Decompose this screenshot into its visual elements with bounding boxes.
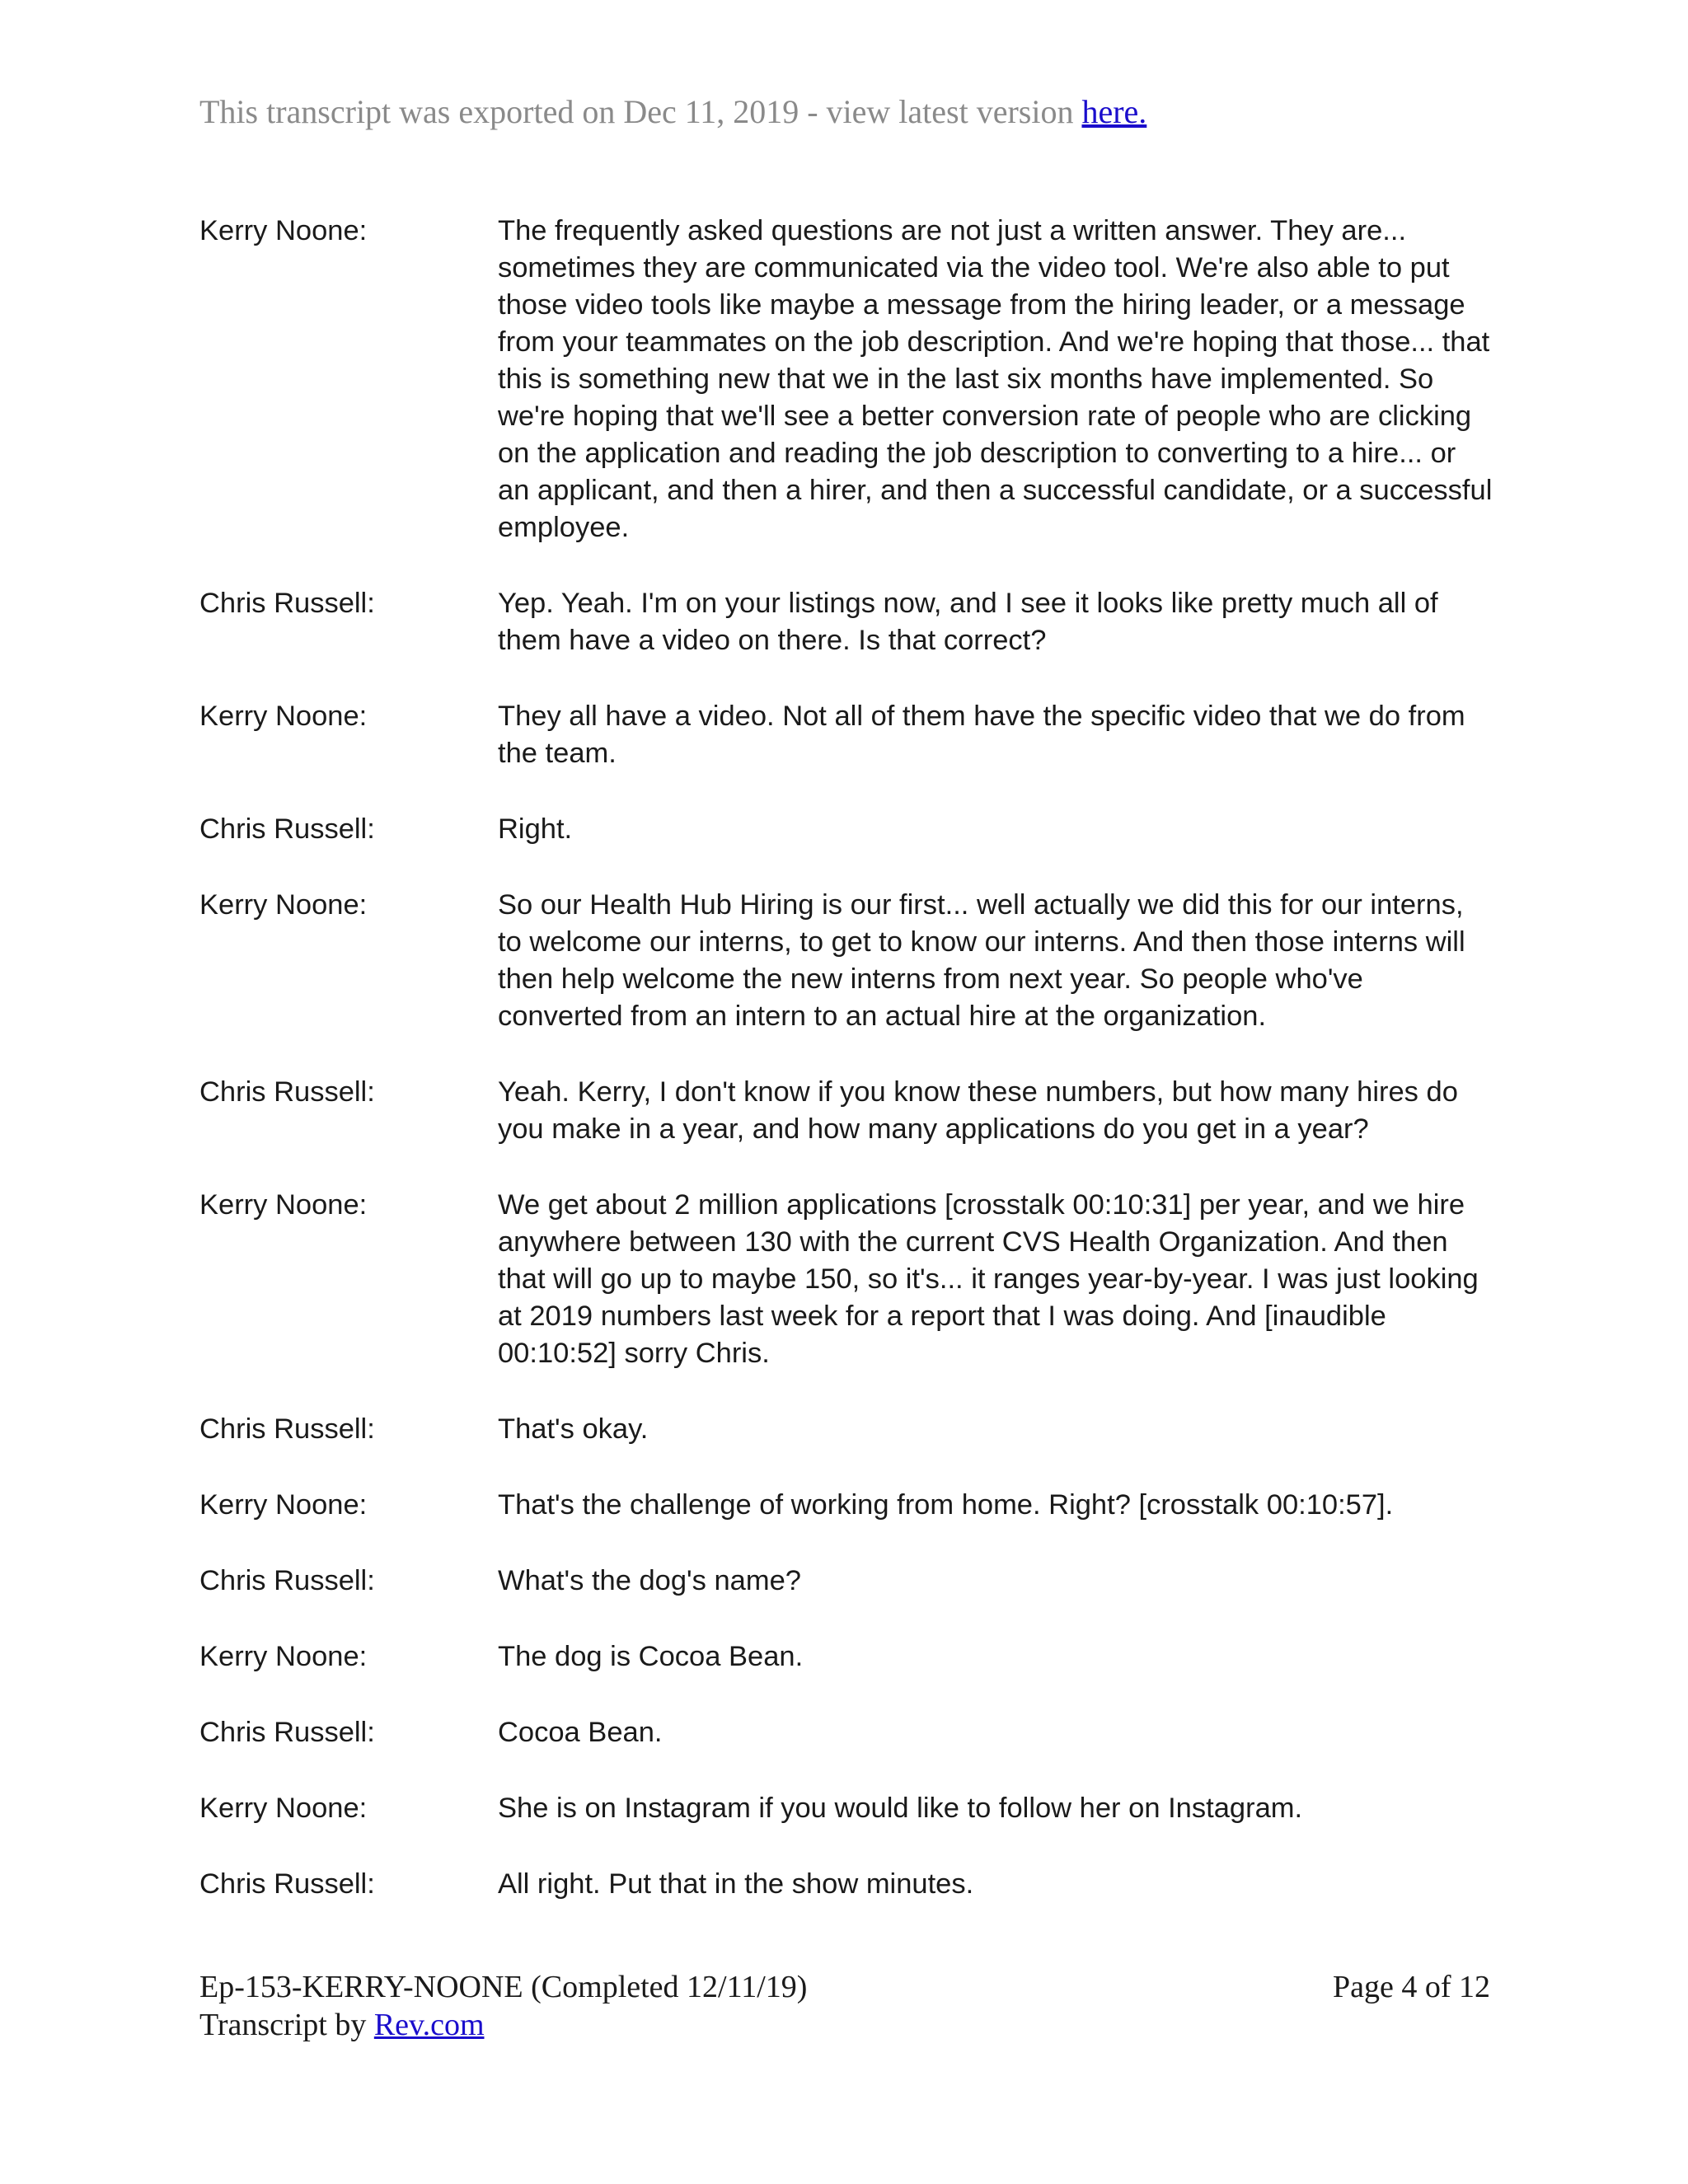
speaker-name: Kerry Noone:: [199, 701, 368, 732]
speaker-name: Chris Russell:: [199, 1717, 375, 1748]
transcript-entry: [199, 1487, 1493, 1524]
transcript-body: [199, 213, 1493, 1942]
export-notice: [199, 92, 1146, 131]
utterance-text: Right.: [498, 813, 573, 845]
document-title: Ep-153-KERRY-NOONE (Completed 12/11/19): [199, 1970, 808, 2004]
transcript-entry: [199, 213, 1493, 546]
utterance-text: They all have a video. Not all of them have the specific video that we do from the team.: [498, 701, 1465, 769]
speaker-name: Kerry Noone:: [199, 889, 368, 921]
speaker-name: Chris Russell:: [199, 1565, 375, 1596]
transcript-entry: [199, 585, 1493, 659]
transcript-entry: [199, 1638, 1493, 1675]
utterance-text: Yep. Yeah. I'm on your listings now, and I see it looks like pretty much all of them have a video on there. Is that correct?: [498, 588, 1438, 656]
utterance-text: The frequently asked questions are not just a written answer. They are... sometimes they are communicated via the video tool. We're also able to put those video tools like maybe a message from the hiring leader, or a message from your teammates on the job description. And we're hoping that those... that this is something new that we in the last six months have implemented. So we're hoping that we'll see a better conversion rate of people who are clicking on the application and reading the job description to converting to a hire... or an applicant, and then a hirer, and then a successful candidate, or a successful employee.: [498, 215, 1493, 543]
export-notice-text: This transcript was exported on Dec 11, 2019 - view latest version: [199, 93, 1074, 130]
speaker-name: Kerry Noone:: [199, 1641, 368, 1672]
transcript-entry: [199, 1411, 1493, 1448]
utterance-text: So our Health Hub Hiring is our first... well actually we did this for our interns, to welcome our interns, to get to know our interns. And then those interns will then help welcome the new interns from next year. So people who've converted from an intern to an actual hire at the organization.: [498, 889, 1465, 1032]
speaker-name: Chris Russell:: [199, 813, 375, 845]
speaker-name: Kerry Noone:: [199, 1489, 368, 1521]
page-footer: [199, 1968, 1490, 2044]
transcript-credit: Transcript by: [199, 2008, 367, 2042]
utterance-text: Cocoa Bean.: [498, 1717, 663, 1748]
speaker-name: Chris Russell:: [199, 1868, 375, 1900]
utterance-text: The dog is Cocoa Bean.: [498, 1641, 804, 1672]
transcript-entry: [199, 1866, 1493, 1903]
transcript-entry: [199, 1714, 1493, 1751]
utterance-text: That's okay.: [498, 1413, 649, 1445]
latest-version-link[interactable]: here.: [1081, 93, 1147, 130]
transcript-entry: [199, 1790, 1493, 1827]
transcript-entry: [199, 698, 1493, 772]
utterance-text: That's the challenge of working from home. Right? [crosstalk 00:10:57].: [498, 1489, 1394, 1521]
transcript-entry: [199, 887, 1493, 1035]
transcript-entry: [199, 1187, 1493, 1372]
transcript-entry: [199, 1563, 1493, 1600]
speaker-name: Kerry Noone:: [199, 1793, 368, 1824]
speaker-name: Kerry Noone:: [199, 215, 368, 246]
utterance-text: All right. Put that in the show minutes.: [498, 1868, 974, 1900]
speaker-name: Kerry Noone:: [199, 1189, 368, 1221]
utterance-text: Yeah. Kerry, I don't know if you know these numbers, but how many hires do you make in a year, and how many applications do you get in a year?: [498, 1076, 1458, 1145]
transcript-entry: [199, 811, 1493, 848]
transcript-entry: [199, 1074, 1493, 1148]
utterance-text: We get about 2 million applications [crosstalk 00:10:31] per year, and we hire anywhere between 130 with the current CVS Health Organization. And then that will go up to maybe 150, so it's... it ranges year-by-year. I was just looking at 2019 numbers last week for a report that I was doing. And [inaudible 00:10:52] sorry Chris.: [498, 1189, 1479, 1369]
speaker-name: Chris Russell:: [199, 588, 375, 619]
utterance-text: What's the dog's name?: [498, 1565, 801, 1596]
speaker-name: Chris Russell:: [199, 1413, 375, 1445]
utterance-text: She is on Instagram if you would like to follow her on Instagram.: [498, 1793, 1303, 1824]
page-number: Page 4 of 12: [1332, 1970, 1490, 2004]
rev-link[interactable]: Rev.com: [373, 2008, 485, 2042]
speaker-name: Chris Russell:: [199, 1076, 375, 1108]
